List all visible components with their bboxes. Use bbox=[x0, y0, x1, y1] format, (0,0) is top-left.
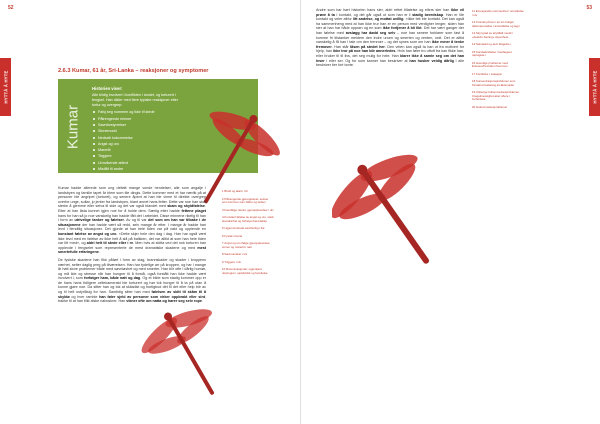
footnote: 8 Søvnvansker i ulv bbox=[222, 252, 248, 256]
body-text: Andre som har hørt historien hans sier, aldri rettet tillatelse og ellers sier han ikke vil prøve å ta i kontakt, og det går også ut som han er i stadig beredskap. Han er lite kontakt og veier altfor litt andelse, og mottat uvillig. «Ikke lett ble kontakt. Det kan også ha sammenheng med at han ikke trur han er en person med verdigher lenger, siden han sier at han har både opprøn og en som ikke fortjener å bli likt. Det har vært ganger der han følelse med avsløgg har dødd seg selv – noe han senere forklarer som fast å komme fri tilstanker meldem den indre uroen og smerten og venten, ordt. Det er alltid vanskelig å få han i tale om den trenroer – og det synes som om han ikke evner å tenke fremover. Han står låsen på stedet her. Den veien kan også ta han ut fra motivert for hjelp, han ikke tror på noe han blir annerledes. Hvis han føler tro uttuft fra kan fikke han, eller bruker til til livs, det seg mulig for hele. Han klarer ikke å samle seg om det han leser i eller ser. Og for som kanner han beskriver at han husker veldig dårlig i alle beskriver tier fort borte. bbox=[316, 8, 465, 68]
box-vertical-title: Kumar bbox=[64, 104, 82, 150]
footnote: 14 Selvskad og aem klagelse i bbox=[472, 42, 512, 46]
page-number: 52 bbox=[8, 5, 14, 11]
footnote: 4 Konstant følelse av angst og uro, sterk skvettrarhet og forhøyet beredskap bbox=[222, 215, 274, 223]
footnote: 15 Korsbekreftelse / lavdiegoet rapragete i bbox=[472, 49, 512, 57]
footnote: 19 Ulsterige hukommelsesproblemer. Uregelmessighet øker oftere i innhentete bbox=[472, 90, 520, 101]
footnote: 3 Fiendtlige rævler, gjenopplevelser i ulv bbox=[222, 207, 274, 212]
footnote: 7 Angst og uro ifølge gjenopplevelser, sumer og mareritt i natt bbox=[222, 241, 271, 249]
dragonfly-icon bbox=[332, 130, 442, 280]
list-item: Søvnforstyrrelser bbox=[92, 122, 184, 128]
footnote: 6 Fysisk smerte bbox=[222, 233, 243, 238]
footnote: 9 Triggere i ulv bbox=[222, 259, 241, 264]
body-text: Kumar hadde allerede som ung deltatt mange vonde hendelser, alle som angalje i landsbyen og familie tapet år blem som tile dingis. Dette kommer med et har nærlik på at personer ble angripet (torturet), og senere åpent at han ble vinne til direkte overgrep overfor unge, sultar, jo jenter fra landsbyen, blant annet hans fetter. Dette var noe han stolt sterke å glemme eller selva til side og det var også blandet med skam og skyldfølelse. Etter at han åsta kunnet igjen noe for å holde dem. Særlig etter hadde fettene plaget hans for han så jo noe vanskelig han hadde fått det i arbeidet. Disse minnene rikelig til han i form av utrivelige tanker og følelser. Av og til var det som om han var tilbake i de situasjonene der han hadde vært så redd, selv mange år etter. I mange år hadde han levd i fiendtlig situasjoner. Det gjorde at han hele tiden var på vakt og opplevde en konstant følelse av angst og uro. «Dette skjer hele den dag i dag. Han har også vært ikke levd med en følelse av ikke helt å slå på balkken, det var alltid at som han hele tiden var litt «ved», og aldri helt til stede eller i rv. Men hvis at skitta ved det nok torturen han opplevde i fengselet som representerte de mest dramatiske skadene og med mest smertefulle erfaringene. De fysiske skadene han fikk påført i form av slag, brannskader og skader i kroppens nærhet, setter daglig preg på tilværelsen. Han har tydelige arr på kroppen, og har i mange år hatt store problemer både med søvnløshet og med smerter. Han blir ofte i dårlig humør, og må lide og stresse når han hungrer til å forstå, også forstått han ikke hadde vært involvert i, som forfølger ham, både natt og dag. Og et bilde som stadig kommer opp er de hans hans tidligere cellekameratd ble torturert og hør tok hunger til å ta på utan å kunne gjøre noe. Da sitter han og tok at skiladist og hurtigbud dét til det eller heip blir av og til helt ustyrlåsig for han. Samtidig sitter han med følelsen av skitt til skåm til å skyldø og hver ramble han føler sjeld av personer som virker oppbrakt eller sint, trakke til at han tilkt alske naboskrer. Han vikner ofte om natta og hører seg selv rope. bbox=[58, 186, 206, 304]
list-item: Nedsatt hukommelse bbox=[92, 135, 184, 141]
page-number: 53 bbox=[586, 5, 592, 11]
list-item: Påtrengende minner bbox=[92, 116, 184, 122]
footnote: 12 Kronisk på tan i av sin troliger dekompenselse i anmeldelse og tegn bbox=[472, 20, 520, 28]
list-item: Falsj seg nummen og ikke til stede bbox=[92, 109, 184, 115]
footnote: 11 Emosjonelle nummenhet / unnvikelse i ulv bbox=[472, 9, 524, 17]
list-item: Unnvikende atferd bbox=[92, 160, 184, 166]
side-tab[interactable] bbox=[589, 58, 600, 116]
list-item: Sinnemodd bbox=[92, 128, 184, 134]
symptom-list bbox=[92, 109, 184, 172]
side-tab-label: HYTTÅ Å HYTE bbox=[592, 70, 597, 104]
list-item: Mareritt bbox=[92, 147, 184, 153]
footnote: 17 Forsiktive / isolasjon bbox=[472, 71, 503, 76]
box-title: Historien viser: bbox=[92, 86, 123, 91]
footnote: 16 Hverdige problemer med Entesen/fremtiden fremover bbox=[472, 60, 508, 68]
dragonfly-icon bbox=[140, 286, 230, 406]
footnote: 2 Påtrengende gjenopplevel- sesser som kommer som bilder og tanker bbox=[222, 196, 269, 204]
section-heading: 2.6.3 Kumar, 61 år, Sri-Lanka – reaksjoner og symptomer bbox=[58, 68, 209, 74]
footnote: 10 Rumminasjonær, ugjenkjent ulsprogren, sjelvkritisk og fortvilelse bbox=[222, 267, 268, 275]
list-item: Mistillit til andre bbox=[92, 166, 184, 172]
side-tab[interactable] bbox=[0, 58, 11, 116]
footnote: 5 Ugjennomtrede sannferdig i lite bbox=[222, 226, 265, 230]
footnotes bbox=[222, 190, 274, 279]
side-tab-label: HYTTÅ Å HYTE bbox=[3, 70, 8, 104]
footnote: 20 Hukommelsesproblemer bbox=[472, 104, 508, 109]
footnote: 13 Skyl grad av skyldfølt medd i «deskrin bæring» skyenhete bbox=[472, 31, 513, 39]
footnotes bbox=[472, 10, 524, 113]
list-item: Angst og uro bbox=[92, 141, 184, 147]
footnote: 18 Konsentrasjonsproblemer som forstørret lesketing av Eksempler bbox=[472, 79, 516, 87]
box-intro: Alle bildig involvert i konflikten i landet, og torturert i fengsel. Han dikler med flere typiske reaksjoner etter tortur og overgrep: bbox=[92, 93, 179, 107]
list-item: Triggere bbox=[92, 153, 184, 159]
footnote: 1 Bindt og alarm i Kr bbox=[222, 189, 249, 193]
right-page bbox=[300, 0, 600, 424]
